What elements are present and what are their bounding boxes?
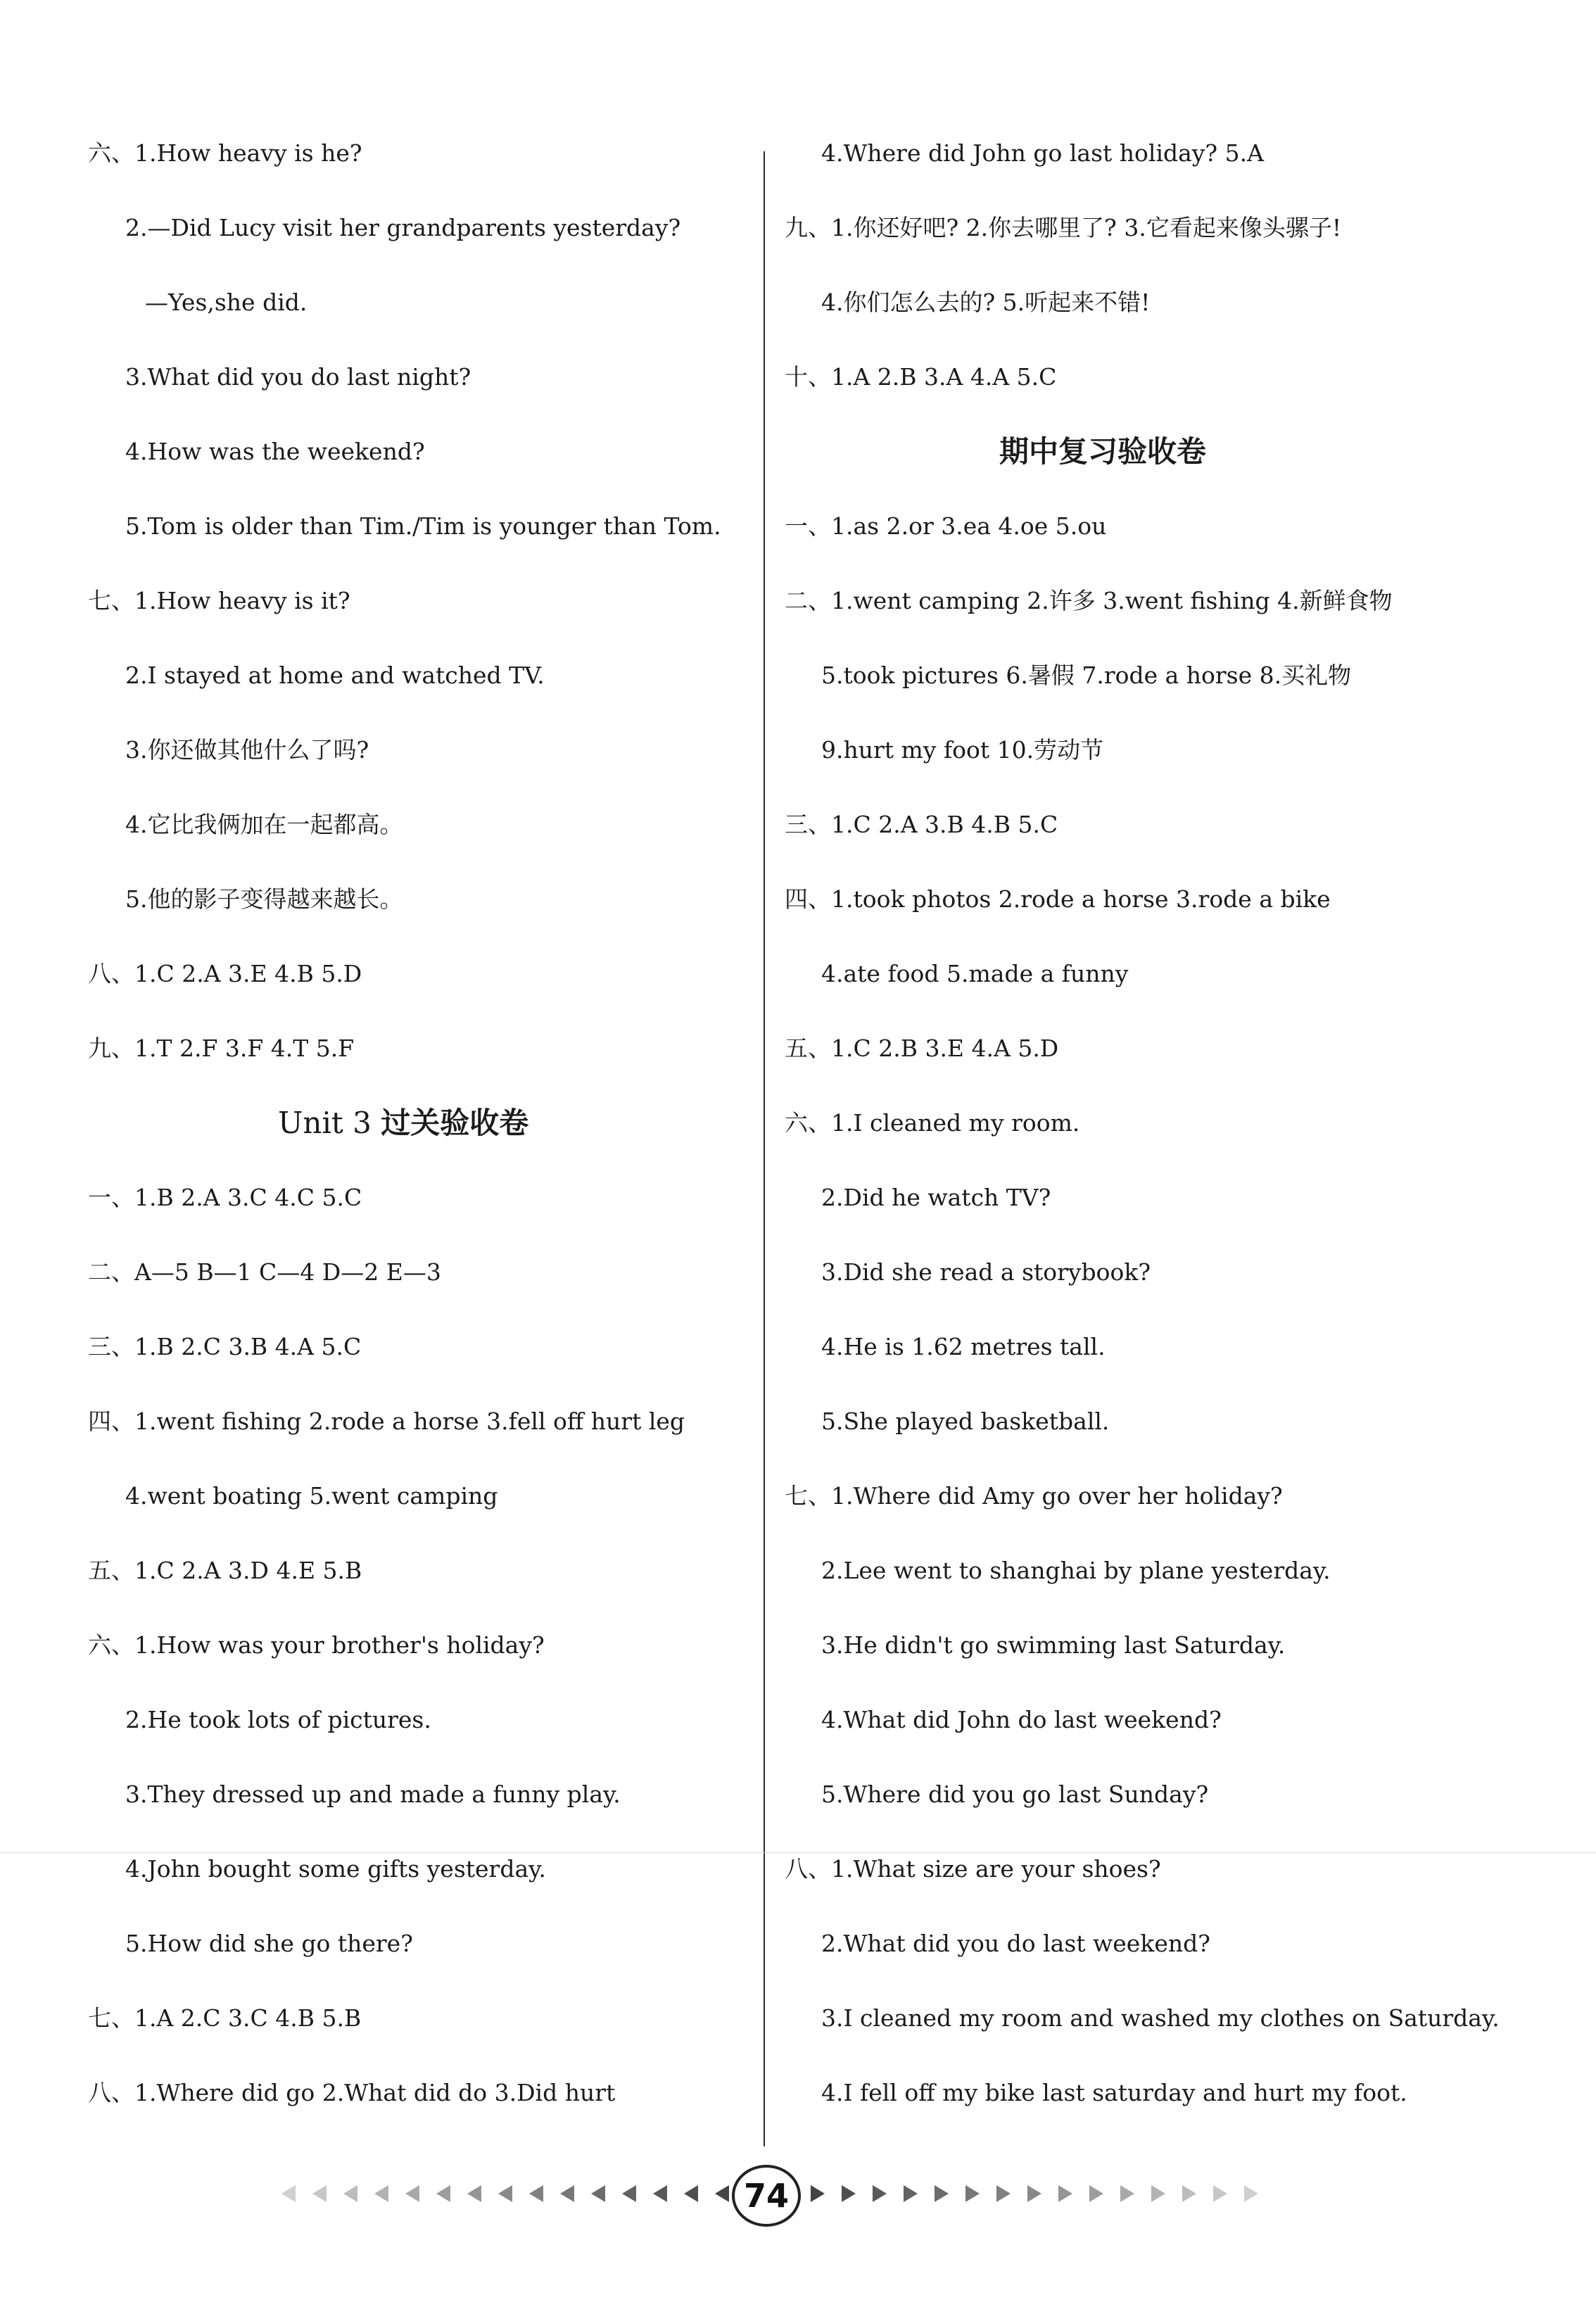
heading-title-part: 过关验收卷 [381,1106,529,1140]
heading-unit-part: Unit 3 [278,1106,381,1140]
answer-line: 六、1.How was your brother's holiday? [88,1631,545,1659]
answer-line: 十、1.A 2.B 3.A 4.A 5.C [785,363,1057,391]
arrow-left-icon [374,2185,388,2202]
answer-line: 二、1.went camping 2.许多 3.went fishing 4.新鲜食物 [785,587,1393,614]
page-footer [0,2162,1596,2225]
arrow-left-icon [715,2185,729,2202]
section-heading: 期中复习验收卷 [999,434,1207,469]
arrow-right-icon [1182,2185,1196,2202]
answer-line: 2.What did you do last weekend? [821,1930,1210,1957]
fold-line [0,1852,1596,1853]
answer-line: 2.Lee went to shanghai by plane yesterday. [821,1557,1331,1584]
answer-line: 3.What did you do last night? [125,363,471,391]
arrow-left-icon [281,2185,296,2202]
answer-line: 一、1.as 2.or 3.ea 4.oe 5.ou [785,512,1107,540]
answer-line: 2.Did he watch TV? [821,1184,1051,1211]
arrow-right-icon [1213,2185,1227,2202]
answer-line: 三、1.B 2.C 3.B 4.A 5.C [88,1333,362,1360]
answer-line: 5.Tom is older than Tim./Tim is younger than Tom. [125,512,721,540]
answer-line: 5.took pictures 6.暑假 7.rode a horse 8.买礼物 [821,662,1352,689]
arrow-right-icon [996,2185,1011,2202]
answer-line: 4.John bought some gifts yesterday. [125,1855,546,1883]
answer-line: 5.How did she go there? [125,1930,413,1957]
answer-line: 3.They dressed up and made a funny play. [125,1781,621,1808]
arrow-left-icon [405,2185,419,2202]
arrow-right-icon [873,2185,887,2202]
answer-line: 七、1.A 2.C 3.C 4.B 5.B [88,2004,362,2032]
answer-line: 3.你还做其他什么了吗? [125,736,369,764]
answer-line: 2.I stayed at home and watched TV. [125,662,545,689]
answer-line: 4.I fell off my bike last saturday and hurt my foot. [821,2079,1407,2106]
arrow-left-icon [436,2185,450,2202]
answer-line: 四、1.took photos 2.rode a horse 3.rode a bike [785,885,1331,913]
arrow-left-icon [529,2185,543,2202]
answer-line: —Yes,she did. [145,289,308,316]
arrow-left-icon [560,2185,574,2202]
answer-line: 一、1.B 2.A 3.C 4.C 5.C [88,1184,362,1211]
arrow-right-icon [842,2185,856,2202]
answer-line: 2.He took lots of pictures. [125,1706,431,1733]
right-arrow-decoration [802,2162,1267,2225]
section-heading [278,1102,528,1144]
arrow-right-icon [935,2185,949,2202]
arrow-left-icon [591,2185,605,2202]
arrow-right-icon [1058,2185,1072,2202]
answer-line: 3.He didn't go swimming last Saturday. [821,1631,1286,1659]
answer-line: 4.ate food 5.made a funny [821,960,1129,987]
answer-line: 4.你们怎么去的? 5.听起来不错! [821,289,1151,316]
answer-line: 七、1.Where did Amy go over her holiday? [785,1482,1283,1510]
answer-line: 5.She played basketball. [821,1408,1110,1435]
answer-line: 2.—Did Lucy visit her grandparents yesterday? [125,214,681,241]
arrow-left-icon [498,2185,512,2202]
answer-line: 八、1.C 2.A 3.E 4.B 5.D [88,960,362,987]
arrow-left-icon [684,2185,698,2202]
answer-line: 六、1.I cleaned my room. [785,1109,1080,1137]
answer-line: 六、1.How heavy is he? [88,139,362,167]
answer-line: 二、A—5 B—1 C—4 D—2 E—3 [88,1258,441,1286]
arrow-right-icon [965,2185,980,2202]
answer-line: 九、1.你还好吧? 2.你去哪里了? 3.它看起来像头骡子! [785,214,1342,241]
answer-line: 4.Where did John go last holiday? 5.A [821,139,1264,167]
arrow-left-icon [467,2185,481,2202]
answer-line: 3.Did she read a storybook? [821,1258,1151,1286]
arrow-right-icon [1089,2185,1103,2202]
arrow-left-icon [312,2185,327,2202]
answer-line: 三、1.C 2.A 3.B 4.B 5.C [785,811,1058,838]
answer-line: 七、1.How heavy is it? [88,587,350,614]
answer-line: 4.He is 1.62 metres tall. [821,1333,1106,1360]
arrow-right-icon [811,2185,825,2202]
answer-line: 4.went boating 5.went camping [125,1482,498,1510]
answer-line: 9.hurt my foot 10.劳动节 [821,736,1104,764]
page-number: 74 [732,2165,801,2227]
answer-line: 3.I cleaned my room and washed my clothes on Saturday. [821,2004,1500,2032]
answer-line: 5.他的影子变得越来越长。 [125,885,403,913]
answer-line: 八、1.Where did go 2.What did do 3.Did hurt [88,2079,616,2106]
arrow-left-icon [653,2185,667,2202]
answer-line: 4.What did John do last weekend? [821,1706,1222,1733]
answer-line: 4.How was the weekend? [125,438,425,465]
arrow-right-icon [1120,2185,1134,2202]
answer-line: 四、1.went fishing 2.rode a horse 3.fell off hurt leg [88,1408,685,1435]
arrow-right-icon [904,2185,918,2202]
answer-line: 八、1.What size are your shoes? [785,1855,1161,1883]
answer-line: 九、1.T 2.F 3.F 4.T 5.F [88,1035,355,1062]
arrow-left-icon [622,2185,636,2202]
answer-line: 5.Where did you go last Sunday? [821,1781,1209,1808]
answer-line: 五、1.C 2.A 3.D 4.E 5.B [88,1557,362,1584]
left-arrow-decoration [273,2162,737,2225]
answer-line: 五、1.C 2.B 3.E 4.A 5.D [785,1035,1059,1062]
arrow-right-icon [1244,2185,1258,2202]
arrow-right-icon [1027,2185,1041,2202]
arrow-right-icon [1151,2185,1165,2202]
arrow-left-icon [343,2185,357,2202]
answer-line: 4.它比我俩加在一起都高。 [125,811,403,838]
column-divider [764,151,765,2146]
